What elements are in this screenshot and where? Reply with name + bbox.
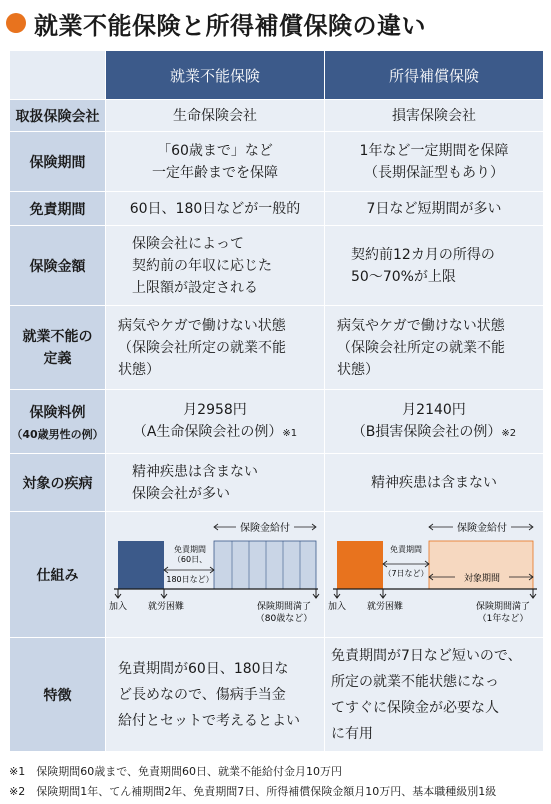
cell-text: 精神疾患は含まない — [371, 474, 497, 491]
cell-text: てすぐに保険金が必要な人 — [331, 699, 499, 716]
cell-text: 生命保険会社 — [173, 107, 257, 124]
row-label-text: 就業不能の定義 — [22, 328, 93, 367]
cell-b — [325, 390, 544, 454]
row-label — [10, 390, 106, 454]
cell-text: 免責期間が60日、180日な — [118, 660, 289, 677]
exemption-label: 180日など） — [166, 575, 214, 584]
cell-text: 7日など短期間が多い — [366, 200, 502, 217]
footnote-ref: ※2 — [501, 427, 517, 439]
cell-a — [106, 454, 325, 512]
table-row — [10, 306, 544, 390]
bar-incapacity — [337, 541, 383, 589]
row-label: 保険金額 — [10, 226, 106, 306]
cell-a — [106, 306, 325, 390]
cell-text: （保険会社所定の就業不能 — [337, 339, 505, 356]
cell-text: （B損害保険会社の例） — [351, 423, 502, 440]
cell-text: 60日、180日などが一般的 — [129, 200, 301, 217]
cell-text: （長期保証型もあり） — [364, 164, 504, 181]
table-row — [10, 100, 544, 132]
cell-text: 病気やケガで働けない状態 — [337, 317, 505, 334]
cell-b — [325, 226, 544, 306]
join-label: 加入 — [327, 602, 347, 612]
cell-text: 状態） — [337, 361, 379, 378]
footnote-2: ※2 保険期間1年、てん補期間2年、免責期間7日、所得補償保険金額月10万円、基本職種級別1級 — [9, 785, 497, 798]
table-row — [10, 390, 544, 454]
mechanism-diagram-a — [106, 512, 325, 630]
row-label: 仕組み — [10, 512, 106, 638]
row-label: 特徴 — [10, 638, 106, 752]
table-row — [10, 226, 544, 306]
join-label: 加入 — [108, 602, 128, 612]
end-label: 保険期間満了 — [475, 602, 531, 612]
cell-a — [106, 192, 325, 226]
cell-b — [325, 132, 544, 192]
row-label — [10, 306, 106, 390]
orange-bullet-icon — [6, 13, 26, 33]
table-row — [10, 132, 544, 192]
mechanism-diagram-b — [325, 512, 544, 630]
cell-text: 保険会社が多い — [132, 485, 230, 502]
cell-b — [325, 638, 544, 752]
table-row — [10, 512, 544, 638]
payout-label: 保険金給付 — [457, 523, 507, 534]
footnote-ref: ※1 — [282, 427, 298, 439]
cell-text: 契約前の年収に応じた — [132, 257, 272, 274]
exemption-label: 免責期間 — [390, 545, 422, 554]
cell-text: 月2958円 — [183, 401, 247, 418]
cell-text: に有用 — [331, 725, 373, 742]
title-text: 就業不能保険と所得補償保険の違い — [34, 11, 426, 40]
row-label-text: 保険料例 — [29, 404, 86, 421]
exemption-label: 免責期間 — [174, 545, 206, 554]
exemption-label: （60日、 — [172, 555, 208, 564]
cell-text: 給付とセットで考えるとよい — [118, 712, 300, 729]
page-title — [6, 6, 426, 40]
covered-period-label: 対象期間 — [463, 574, 501, 584]
corner-cell — [10, 51, 106, 100]
column-header-a: 就業不能保険 — [106, 51, 325, 100]
row-label: 取扱保険会社 — [10, 100, 106, 132]
arrow-down-icon — [161, 589, 167, 598]
cell-text: 1年など一定期間を保障 — [359, 142, 509, 159]
payout-label: 保険金給付 — [240, 523, 290, 534]
cell-text: 月2140円 — [402, 401, 466, 418]
cell-text: 一定年齢までを保障 — [152, 164, 278, 181]
cell-text: 上限額が設定される — [132, 279, 258, 296]
cell-b — [325, 192, 544, 226]
header-row — [10, 51, 544, 100]
bar-payout — [214, 541, 316, 589]
cell-text: （A生命保険会社の例） — [132, 423, 283, 440]
end-label: （1年など） — [477, 614, 529, 624]
exemption-label: （7日など） — [383, 569, 429, 578]
row-label: 対象の疾病 — [10, 454, 106, 512]
cell-a — [106, 132, 325, 192]
row-sublabel: （40歳男性の例） — [11, 427, 104, 441]
cell-a — [106, 390, 325, 454]
cell-text: 50〜70%が上限 — [351, 268, 456, 285]
cell-a — [106, 100, 325, 132]
table-row — [10, 192, 544, 226]
cell-text: 契約前12カ月の所得の — [351, 246, 495, 263]
cell-b — [325, 306, 544, 390]
bar-incapacity — [118, 541, 164, 589]
arrow-down-icon — [313, 589, 319, 598]
cell-text: ど長めなので、傷病手当金 — [118, 686, 286, 703]
table-row — [10, 638, 544, 752]
incapacity-label: 就労困難 — [147, 602, 185, 612]
column-header-b: 所得補償保険 — [325, 51, 544, 100]
cell-a — [106, 512, 325, 638]
table-row — [10, 454, 544, 512]
end-label: 保険期間満了 — [256, 602, 312, 612]
cell-text: 病気やケガで働けない状態 — [118, 317, 286, 334]
cell-a — [106, 638, 325, 752]
cell-a — [106, 226, 325, 306]
cell-b — [325, 512, 544, 638]
arrow-down-icon — [380, 589, 386, 598]
cell-text: 保険会社によって — [132, 235, 244, 252]
cell-text: 所定の就業不能状態になっ — [331, 673, 499, 690]
cell-text: （保険会社所定の就業不能 — [118, 339, 286, 356]
arrow-down-icon — [115, 589, 121, 598]
footnote-1: ※1 保険期間60歳まで、免責期間60日、就業不能給付金月10万円 — [9, 765, 342, 778]
arrow-down-icon — [334, 589, 340, 598]
cell-text: 精神疾患は含まない — [132, 463, 258, 480]
cell-text: 状態） — [118, 361, 160, 378]
row-label: 免責期間 — [10, 192, 106, 226]
end-label: （80歳など） — [255, 614, 313, 624]
cell-text: 「60歳まで」など — [157, 142, 273, 159]
arrow-down-icon — [530, 589, 536, 598]
row-label: 保険期間 — [10, 132, 106, 192]
incapacity-label: 就労困難 — [366, 602, 404, 612]
cell-b — [325, 454, 544, 512]
comparison-table — [9, 50, 544, 752]
cell-text: 免責期間が7日など短いので、 — [331, 647, 522, 664]
cell-text: 損害保険会社 — [392, 107, 476, 124]
cell-b — [325, 100, 544, 132]
